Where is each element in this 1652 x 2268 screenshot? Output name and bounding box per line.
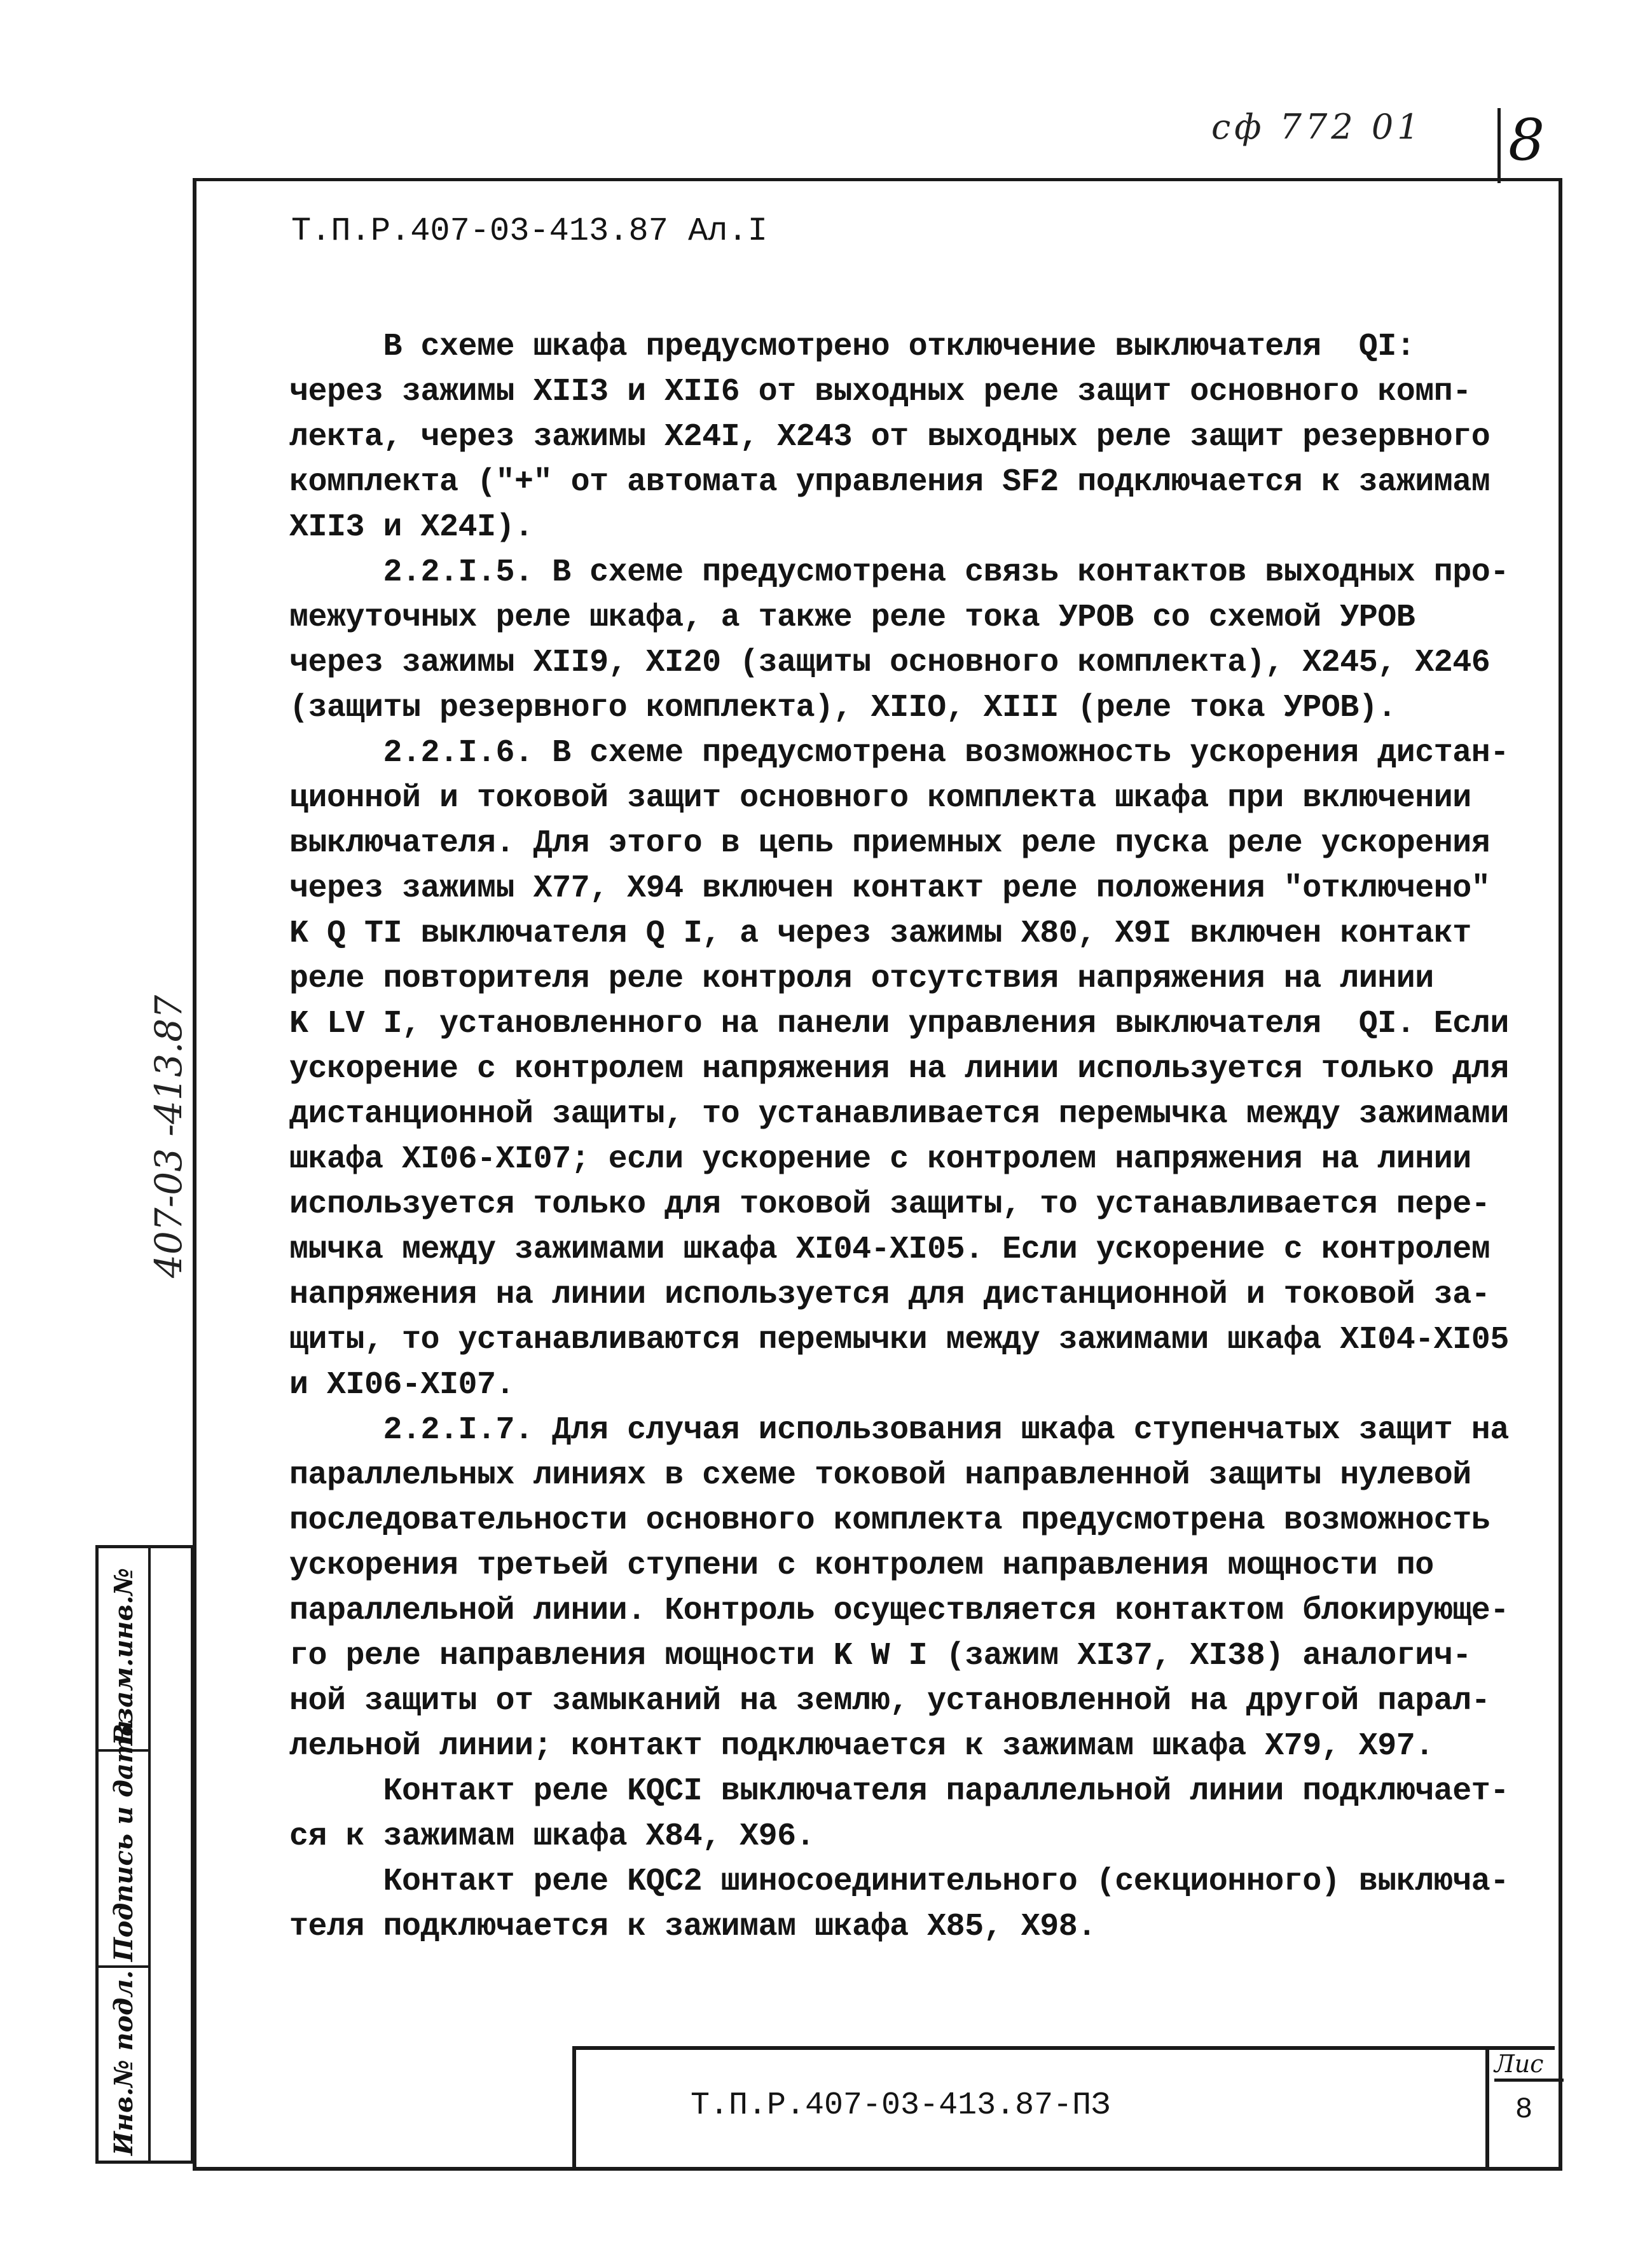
stamp-cell-original: [99, 1968, 148, 2161]
body-line: ной защиты от замыканий на землю, установленной на другой парал-: [289, 1683, 1490, 1719]
body-line: комплекта ("+" от автомата управления SF2 подключается к зажимам: [289, 464, 1490, 500]
body-line: используется только для токовой защиты, то устанавливается пере-: [289, 1186, 1490, 1223]
sheet-label: Лис: [1494, 2046, 1564, 2082]
body-line: 2.2.I.5. В схеме предусмотрена связь контактов выходных про-: [289, 554, 1509, 591]
body-line: лекта, через зажимы X24I, X243 от выходных реле защит резервного: [289, 419, 1490, 455]
body-line: 2.2.I.6. В схеме предусмотрена возможность ускорения дистан-: [289, 735, 1509, 771]
body-line: щиты, то устанавливаются перемычки между зажимами шкафа XI04-XI05: [289, 1322, 1509, 1358]
body-line: межуточных реле шкафа, а также реле тока УРОВ со схемой УРОВ: [289, 600, 1415, 636]
approval-stamp-table: [95, 1545, 194, 2164]
body-line: через зажимы XII3 и XII6 от выходных реле защит основного комп-: [289, 374, 1471, 410]
body-line: реле повторителя реле контроля отсутствия напряжения на линии: [289, 961, 1434, 997]
body-line: XII3 и X24I).: [289, 509, 533, 546]
body-text: [289, 324, 1529, 1949]
body-line: го реле направления мощности K W I (зажим XI37, XI38) аналогич-: [289, 1638, 1471, 1674]
body-line: (защиты резервного комплекта), XIIO, XIII (реле тока УРОВ).: [289, 690, 1396, 726]
handwritten-archive-code: сф 772 01: [1211, 107, 1423, 147]
body-line: напряжения на линии используется для дистанционной и токовой за-: [289, 1277, 1490, 1313]
body-line: K Q TI выключателя Q I, а через зажимы X80, X9I включен контакт: [289, 916, 1471, 952]
body-line: и XI06-XI07.: [289, 1367, 515, 1403]
stamp-label-original: Инв.№ подл.: [109, 1970, 139, 2155]
document-code: Т.П.Р.407-03-413.87-ПЗ: [691, 2087, 1111, 2124]
body-line: через зажимы X77, X94 включен контакт реле положения "отключено": [289, 870, 1490, 907]
body-line: K LV I, установленного на панели управления выключателя QI. Если: [289, 1006, 1509, 1042]
document-header: Т.П.Р.407-03-413.87 Ал.I: [291, 212, 767, 250]
body-line: 2.2.I.7. Для случая использования шкафа ступенчатых защит на: [289, 1412, 1509, 1448]
stamp-divider: [148, 1548, 151, 2161]
sheet-box: [1485, 2046, 1559, 2168]
body-line: последовательности основного комплекта предусмотрена возможность: [289, 1502, 1490, 1539]
body-line: шкафа XI06-XI07; если ускорение с контролем напряжения на линии: [289, 1141, 1471, 1178]
stamp-label-signature: Подпись и дата: [109, 1719, 139, 1962]
stamp-cell-signature: [99, 1719, 148, 1968]
margin-project-number: 407-03 -413.87: [147, 994, 190, 1278]
body-line: мычка между зажимами шкафа XI04-XI05. Если ускорение с контролем: [289, 1232, 1490, 1268]
body-line: выключателя. Для этого в цепь приемных реле пуска реле ускорения: [289, 825, 1490, 862]
body-line: ся к зажимам шкафа X84, X96.: [289, 1818, 815, 1855]
corner-divider: [1497, 108, 1501, 183]
stamp-label-replacement: Взам.инв.№: [109, 1567, 139, 1745]
body-line: лельной линии; контакт подключается к зажимам шкафа X79, X97.: [289, 1728, 1434, 1764]
corner-sheet-number: 8: [1508, 107, 1545, 174]
body-line: Контакт реле KQCI выключателя параллельной линии подключает-: [289, 1773, 1509, 1810]
title-block: [572, 2046, 1555, 2168]
sheet-number: 8: [1515, 2093, 1533, 2126]
body-line: параллельной линии. Контроль осуществляется контактом блокирующе-: [289, 1593, 1509, 1629]
body-line: ционной и токовой защит основного комплекта шкафа при включении: [289, 780, 1471, 816]
body-line: параллельных линиях в схеме токовой направленной защиты нулевой: [289, 1457, 1471, 1494]
body-line: через зажимы XII9, XI20 (защиты основного комплекта), X245, X246: [289, 645, 1490, 681]
body-line: ускорения третьей ступени с контролем направления мощности по: [289, 1548, 1434, 1584]
body-line: В схеме шкафа предусмотрено отключение выключателя QI:: [289, 329, 1415, 365]
body-line: ускорение с контролем напряжения на линии используется только для: [289, 1051, 1509, 1087]
body-line: теля подключается к зажимам шкафа X85, X98.: [289, 1909, 1096, 1945]
body-line: Контакт реле KQC2 шиносоединительного (секционного) выключа-: [289, 1864, 1509, 1900]
body-line: дистанционной защиты, то устанавливается перемычка между зажимами: [289, 1096, 1509, 1132]
